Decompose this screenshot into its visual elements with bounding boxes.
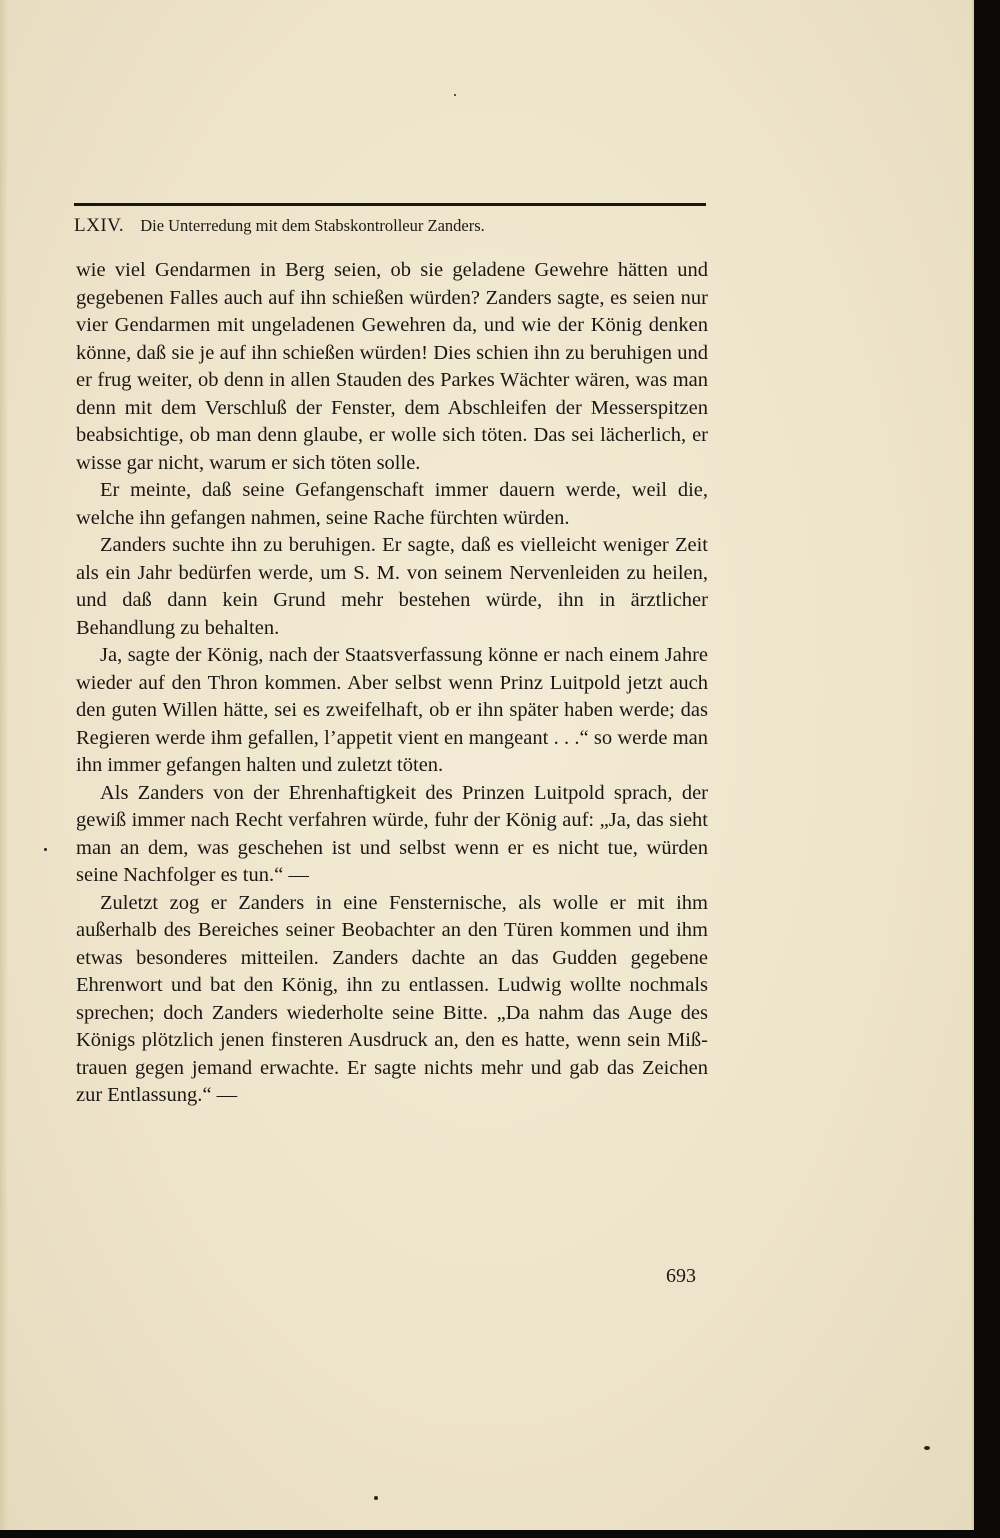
paper-speck (374, 1496, 378, 1500)
paragraph-2: Er meinte, daß seine Gefangenschaft immer dauern werde, weil die, welche ihn gefangen nahmen, seine Rache fürchten würden. (76, 479, 708, 529)
paragraph-3: Zanders suchte ihn zu beruhigen. Er sagte, daß es vielleicht weniger Zeit als ein Jahr bedürfen werde, um S. M. von seinem Nervenleiden zu heilen, und daß dann kein Grund mehr bestehen würde, ihn in ärztlicher Behandlung zu behalten. (76, 534, 708, 639)
paragraph-6: Zuletzt zog er Zanders in eine Fensternische, als wolle er mit ihm außerhalb des Bereiches seiner Beobachter an den Türen kommen und ihm etwas besonderes mitteilen. Zanders dachte an das Gudden gegebene Ehrenwort und bat den König, ihn zu entlassen. Ludwig wollte nochmals sprechen; doch Zanders wiederholte seine Bitte. „Da nahm das Auge des Königs plötzlich jenen finsteren Ausdruck an, den es hatte, wenn sein Mißtrauen gegen jemand erwachte. Er sagte nichts mehr und gab das Zeichen zur Entlassung.“ — (76, 891, 708, 1106)
page-edge-shadow (0, 0, 8, 1530)
page-number: 693 (666, 1265, 696, 1287)
paper-speck (44, 848, 47, 851)
paragraph-5: Als Zanders von der Ehrenhaftigkeit des Prinzen Luitpold sprach, der gewiß immer nach Recht verfahren würde, fuhr der König auf: „Ja, das sieht man an dem, was geschehen ist und selbst wenn er es nicht tue, würden seine Nachfolger es tun.“ — (76, 781, 708, 886)
running-header (74, 203, 706, 245)
body-text (76, 257, 708, 1110)
header-rule (74, 203, 706, 206)
chapter-numeral: LXIV. (74, 215, 125, 236)
paragraph-1: wie viel Gendarmen in Berg seien, ob sie geladene Gewehre hätten und gegebenen Falles auch auf ihn schießen würden? Zanders sagte, es seien nur vier Gendarmen mit ungeladenen Gewehren da, und wie der König denken könne, daß sie je auf ihn schießen würden! Dies schien ihn zu beruhigen und er frug weiter, ob denn in allen Stauden des Parkes Wächter wären, was man denn mit dem Verschluß der Fenster, dem Abschleifen der Messerspitzen beabsichtige, ob man denn glaube, er wolle sich töten. Das sei lächerlich, er wisse gar nicht, warum er sich töten solle. (76, 259, 708, 474)
paper-speck (924, 1446, 930, 1450)
paper-speck (454, 94, 456, 96)
paragraph-4: Ja, sagte der König, nach der Staatsverfassung könne er nach einem Jahre wieder auf den Thron kommen. Aber selbst wenn Prinz Luitpold jetzt auch den guten Willen hätte, sei es zweifelhaft, ob er ihn später haben werde; das Regieren werde ihm gefallen, l’appetit vient en mangeant . . .“ so werde man ihn immer gefangen halten und zuletzt töten. (76, 644, 708, 776)
header-line (74, 215, 485, 237)
chapter-title: Die Unterredung mit dem Stabskontrolleur Zanders. (140, 216, 485, 235)
